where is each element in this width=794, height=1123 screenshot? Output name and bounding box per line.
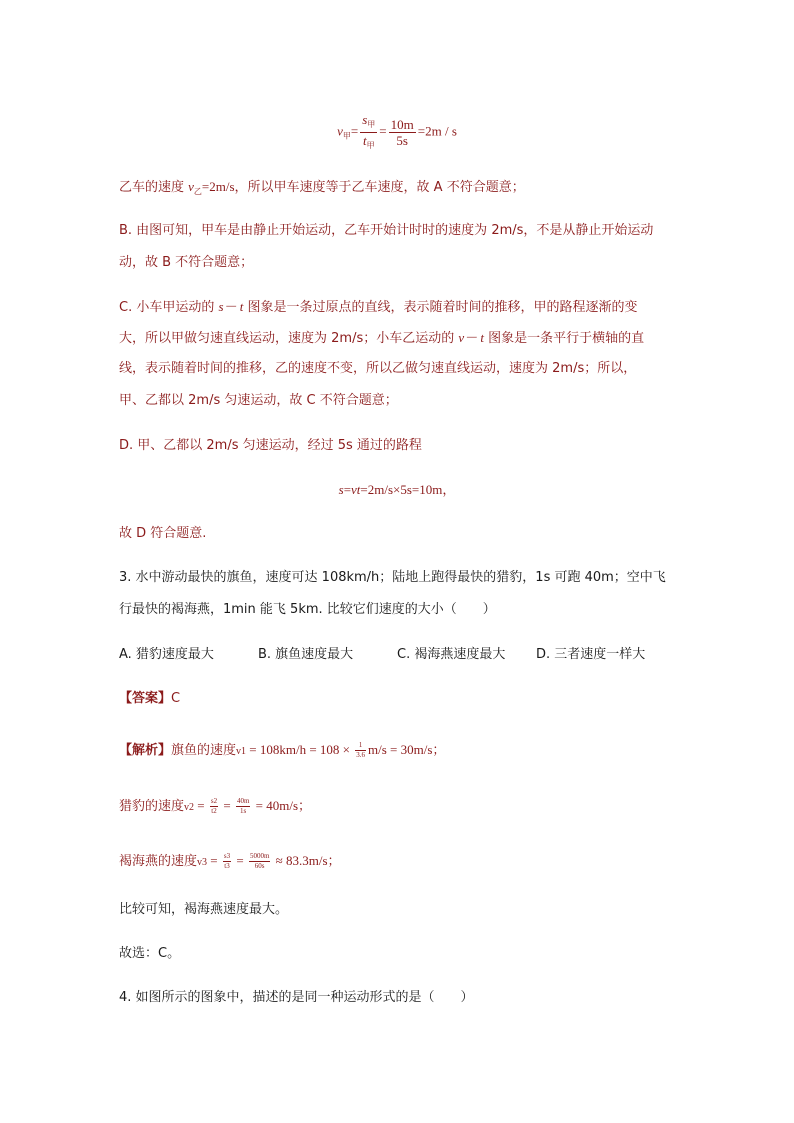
analysis-line1: 【解析】旗鱼的速度v1 = 108km/h = 108 × $\frac{1}{3.6}$ m/s = 30m/s；	[119, 741, 446, 759]
option-c-analysis-line4: 甲、乙都以 2m/s 匀速运动，故 C 不符合题意；	[119, 393, 398, 408]
final-choice: 故选：C。	[119, 946, 181, 961]
answer-label: 【答案】	[119, 691, 172, 706]
fraction-s-over-t: $\frac{s_甲}{t_甲}$	[362, 112, 376, 150]
comparison-conclusion: 比较可知，褐海燕速度最大。	[119, 902, 289, 917]
formula-distance: s=vt=2m/s×5s=10m，	[338, 482, 456, 497]
analysis-line3: 褐海燕的速度v3 = $\frac{s3}{t3}$ = $\frac{5000m}{60s}$ ≈ 83.3m/s；	[119, 852, 341, 870]
line-yi-speed: 乙车的速度 $v_乙=2m/s$，所以甲车速度等于乙车速度，故 A 不符合题意；	[119, 179, 525, 196]
answer-line	[119, 689, 180, 709]
question-4: 4. 如图所示的图象中，描述的是同一种运动形式的是（ ）	[119, 990, 474, 1005]
fraction-5000m-over-60s: $\frac{5000m}{60s}$	[249, 852, 270, 870]
fraction-1-over-3-6: $\frac{1}{3.6}$	[356, 741, 365, 759]
answer-value: C	[171, 691, 181, 706]
question-3-line1: 3. 水中游动最快的旗鱼，速度可达 108km/h；陆地上跑得最快的猎豹，1s 可跑 40m；空中飞	[119, 570, 666, 585]
fraction-s3-over-t3: $\frac{s3}{t3}$	[223, 852, 231, 870]
analysis-line2: 猎豹的速度v2 = $\frac{s2}{t2}$ = $\frac{40m}{1s}$ = 40m/s；	[119, 797, 312, 815]
option-d-analysis-line1: D. 甲、乙都以 2m/s 匀速运动，经过 5s 通过的路程	[119, 438, 422, 453]
option-c-analysis-line3: 线，表示随着时间的推移，乙的速度不变，所以乙做匀速直线运动，速度为 2m/s；所以，	[119, 361, 637, 376]
option-d: D. 三者速度一样大	[536, 647, 646, 662]
option-d-conclusion: 故 D 符合题意.	[119, 526, 207, 541]
option-c: C. 褐海燕速度最大	[397, 647, 506, 662]
analysis-label: 【解析】	[119, 743, 172, 758]
option-b-analysis-line2: 动，故 B 不符合题意；	[119, 255, 254, 270]
fraction-40m-over-1s: $\frac{40m}{1s}$	[236, 797, 250, 815]
formula-v-jia: $v_甲=$ $\frac{s_甲}{t_甲}$ = $\frac{10m}{5s}$ =2m / s	[0, 112, 794, 148]
fraction-s2-over-t2: $\frac{s2}{t2}$	[210, 797, 218, 815]
option-c-analysis-line2: 大，所以甲做匀速直线运动，速度为 2m/s；小车乙运动的 v－ t 图象是一条平行于横轴的直	[119, 330, 645, 346]
fraction-10m-over-5s: $\frac{10m}{5s}$	[390, 117, 414, 148]
option-c-analysis-line1: C. 小车甲运动的 s－ t 图象是一条过原点的直线，表示随着时间的推移，甲的路程逐渐的变	[119, 299, 638, 315]
option-b-analysis-line1: B. 由图可知，甲车是由静止开始运动，乙车开始计时时的速度为 2m/s，不是从静止开始运动	[119, 223, 654, 238]
option-b: B. 旗鱼速度最大	[258, 647, 354, 662]
question-3-line2: 行最快的褐海燕，1min 能飞 5km. 比较它们速度的大小（ ）	[119, 602, 496, 617]
option-a: A. 猎豹速度最大	[119, 647, 214, 662]
